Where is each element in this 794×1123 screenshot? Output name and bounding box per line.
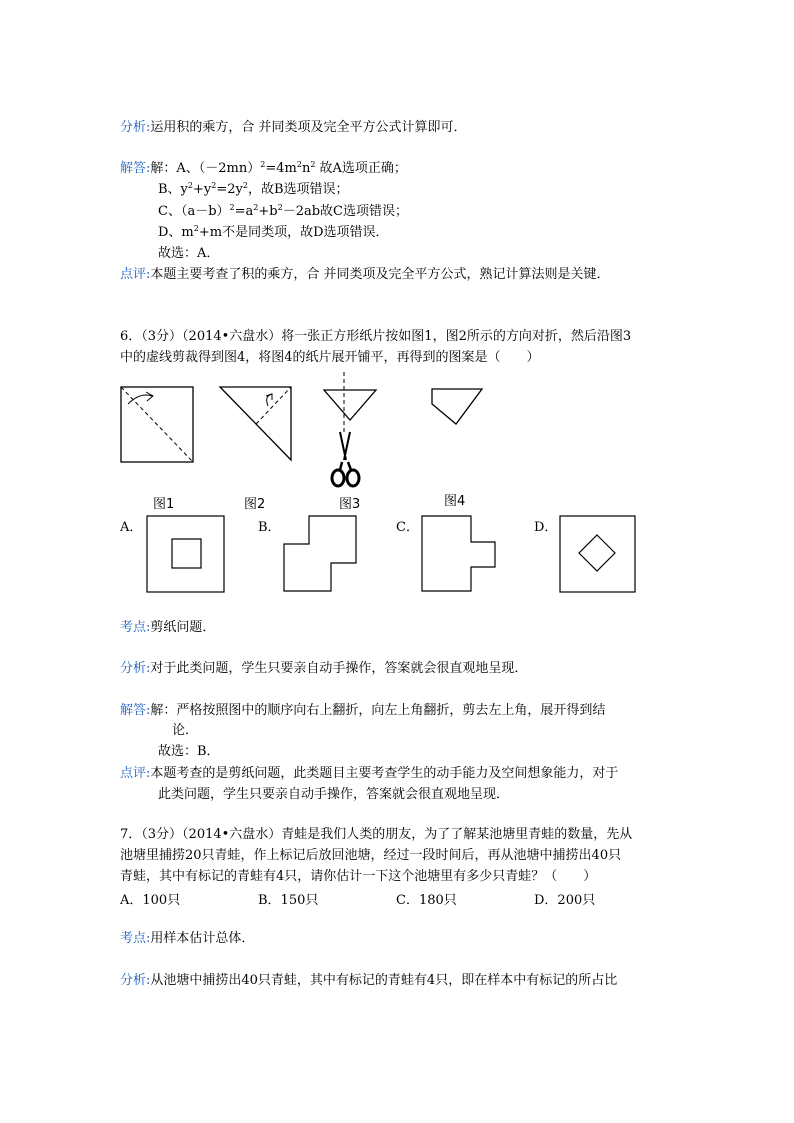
exponent: 2 [193, 224, 199, 233]
q6-solution-line-1 [120, 702, 605, 720]
analysis-label: 分析: [120, 120, 151, 135]
q5-sol-d-2: +m不是同类项，故D选项错误． [198, 225, 389, 240]
q6-choice: 故选：B． [158, 744, 220, 759]
q5-sol-c-2: =a [234, 204, 254, 219]
scissors-icon [332, 432, 359, 486]
q5-analysis-text: 运用积的乘方，合 并同类项及完全平方公式计算即可． [150, 120, 467, 135]
q5-solution-line-b [158, 181, 349, 199]
q7-kaodian-line [120, 930, 254, 948]
fig1-caption: 图1 [153, 497, 175, 512]
q5-choice: 故选：A． [158, 246, 220, 261]
solution-label: 解答: [120, 703, 151, 718]
q6-solution-line-2: 论． [172, 723, 199, 738]
exponent: 2 [310, 160, 316, 169]
q7-analysis-text: 从池塘中捕捞出40只青蛙，其中有标记的青蛙有4只，即在样本中有标记的所占比 [150, 973, 618, 988]
analysis-label: 分析: [120, 973, 151, 988]
q5-sol-b-2: +y [193, 182, 212, 197]
q6-sol-text-1: 解：严格按照图中的顺序向右上翻折，向左上角翻折，剪去左上角，展开得到结 [150, 703, 606, 718]
q7-stem-line-3: 青蛙，其中有标记的青蛙有4只，请你估计一下这个池塘里有多少只青蛙？（ ） [120, 869, 597, 884]
q6-comment-line-1 [120, 765, 618, 783]
q7-option-d[interactable]: D．200只 [534, 893, 596, 908]
exponent: 2 [229, 203, 235, 212]
q7-kaodian-text: 用样本估计总体． [150, 931, 255, 946]
q6-option-b-label[interactable]: B． [258, 520, 281, 535]
q6-analysis-line [120, 660, 527, 678]
q6-option-a-label[interactable]: A． [120, 520, 143, 535]
fig4-cut-shape [424, 386, 488, 430]
exponent: 2 [296, 160, 302, 169]
q7-option-c[interactable]: C．180只 [396, 893, 457, 908]
q5-solution-line-a [120, 160, 407, 178]
q5-sol-c-1: C、（a－b） [158, 204, 230, 219]
q6-option-b-figure[interactable] [283, 515, 359, 595]
analysis-label: 分析: [120, 661, 151, 676]
q5-solution-line-d [158, 224, 389, 242]
q5-sol-a-3: 故A选项正确； [315, 161, 407, 176]
q6-option-c-figure[interactable] [421, 515, 497, 595]
q7-stem-line-2: 池塘里捕捞20只青蛙，作上标记后放回池塘，经过一段时间后，再从池塘中捕捞出40只 [120, 848, 622, 863]
fig3-cut-triangle-with-scissors [320, 370, 380, 490]
q6-analysis-text: 对于此类问题，学生只要亲自动手操作，答案就会很直观地呈现． [150, 661, 528, 676]
solution-label: 解答: [120, 161, 151, 176]
comment-label: 点评: [120, 766, 151, 781]
exponent: 2 [277, 203, 283, 212]
exponent: 2 [187, 181, 193, 190]
q5-sol-d-1: D、m [158, 225, 194, 240]
q6-comment-text-1: 本题考查的是剪纸问题，此类题目主要考查学生的动手能力及空间想象能力，对于 [150, 766, 619, 781]
q5-sol-c-4: －2ab故C选项错误； [282, 204, 408, 219]
q7-option-a[interactable]: A．100只 [120, 893, 181, 908]
q6-option-a-figure[interactable] [146, 515, 226, 595]
q6-stem-line-2: 中的虚线剪裁得到图4，将图4的纸片展开铺平，再得到的图案是（ ） [120, 350, 540, 365]
q6-option-d-figure[interactable] [559, 515, 639, 595]
exponent: 2 [211, 181, 217, 190]
kaodian-label: 考点: [120, 620, 151, 635]
q6-comment-line-2: 此类问题，学生只要亲自动手操作，答案就会很直观地呈现． [158, 787, 510, 802]
q7-analysis-line [120, 972, 617, 990]
q6-option-c-label[interactable]: C． [396, 520, 419, 535]
comment-label: 点评: [120, 267, 151, 282]
q5-sol-b-4: ，故B选项错误； [247, 182, 349, 197]
fig1-folded-square [118, 382, 198, 466]
fig3-caption: 图3 [339, 497, 361, 512]
fig4-caption: 图4 [444, 494, 466, 509]
q6-kaodian-line [120, 619, 215, 637]
exponent: 2 [260, 160, 266, 169]
fig2-caption: 图2 [244, 497, 266, 512]
q5-sol-b-3: =2y [216, 182, 243, 197]
q5-sol-a-2: =4m [265, 161, 297, 176]
q5-sol-a-n: n [301, 161, 311, 176]
q5-solution-line-c [158, 203, 408, 221]
q5-analysis-line [120, 119, 467, 137]
q5-sol-c-3: +b [258, 204, 278, 219]
q7-stem-line-1: 7．（3分）（2014•六盘水）青蛙是我们人类的朋友，为了了解某池塘里青蛙的数量，先从 [120, 827, 633, 842]
exponent: 2 [253, 203, 259, 212]
q6-stem-line-1: 6．（3分）（2014•六盘水）将一张正方形纸片按如图1，图2所示的方向对折，然后沿图3 [120, 329, 632, 344]
exponent: 2 [242, 181, 248, 190]
q5-sol-a-1: 解：A、（－2mn） [150, 161, 261, 176]
q6-option-d-label[interactable]: D． [534, 520, 558, 535]
fig2-folded-triangle [216, 384, 296, 466]
q5-comment-text: 本题主要考查了积的乘方，合 并同类项及完全平方公式，熟记计算法则是关键． [150, 267, 610, 282]
q5-comment-line [120, 266, 610, 284]
q7-option-b[interactable]: B．150只 [258, 893, 319, 908]
q5-sol-b-1: B、y [158, 182, 188, 197]
q6-kaodian-text: 剪纸问题． [150, 620, 216, 635]
kaodian-label: 考点: [120, 931, 151, 946]
